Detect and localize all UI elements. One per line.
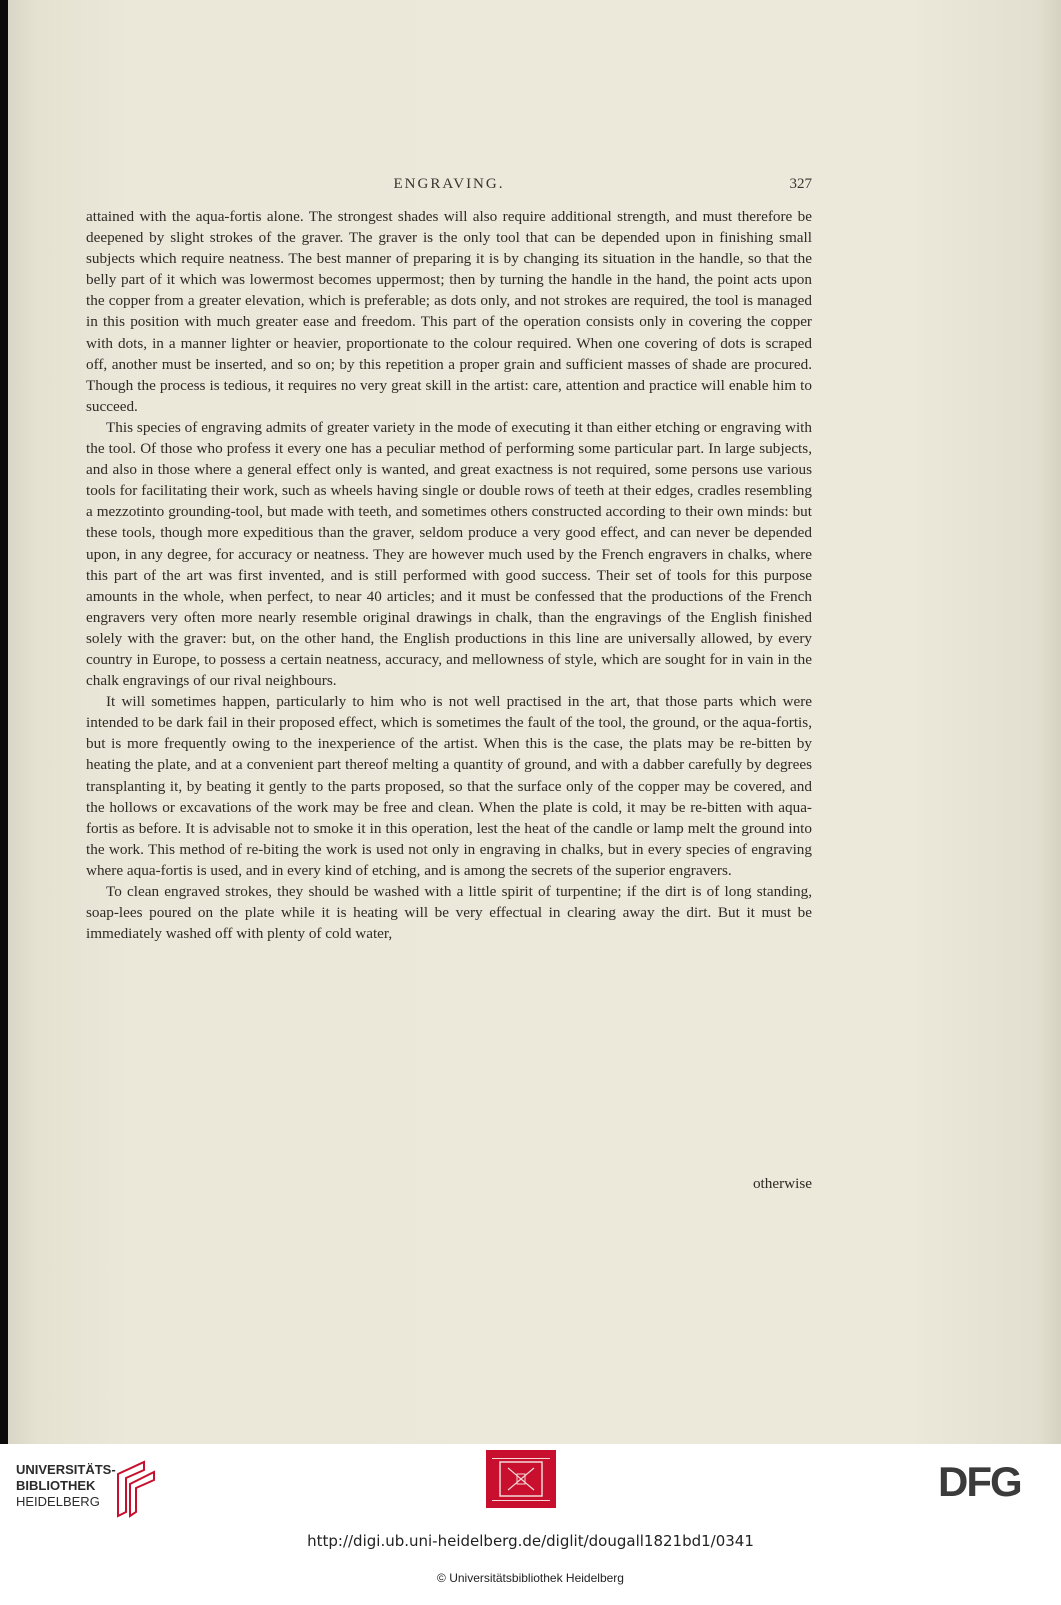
footer bbox=[0, 1444, 1061, 1605]
page-header bbox=[86, 176, 812, 198]
library-name-line-2: BIBLIOTHEK bbox=[16, 1478, 96, 1493]
copyright-notice: © Universitätsbibliothek Heidelberg bbox=[437, 1571, 624, 1585]
body-text bbox=[86, 206, 812, 944]
library-name-line-1: UNIVERSITÄTS- bbox=[16, 1462, 116, 1477]
paragraph-4: To clean engraved strokes, they should be washed with a little spirit of turpentine; if the dirt is of long standing, soap-lees poured on the plate while it is heating will be very effectual in clearing away the dirt. But it must be immediately washed off with plenty of cold water, bbox=[86, 883, 812, 943]
paragraph-2: This species of engraving admits of greater variety in the mode of executing it than either etching or engraving with the tool. Of those who profess it every one has a peculiar method of performing some particular part. In large subjects, and also in those where a general effect only is wanted, and great exactness is not required, some persons use various tools for facilitating their work, such as wheels having single or double rows of teeth at their edges, cradles resembling a mezzotinto grounding-tool, but made with teeth, and sometimes others constructed according to their own minds: but these tools, though more expeditious than the graver, seldom produce a very good effect, and can never be depended upon, in any degree, for accuracy or neatness. They are however much used by the French engravers in chalks, where this part of the art was first invented, and is still performed with good success. Their set of tools for this purpose amounts in the whole, when perfect, to near 40 articles; and it must be confessed that the productions of the French engravers very often more nearly resemble original drawings in chalk, than the engravings of the English finished solely with the graver: but, on the other hand, the English productions in this line are universally allowed, by every country in Europe, to possess a certain neatness, accuracy, and mellowness of style, which are sought for in vain in the chalk engravings of our rival neighbours. bbox=[86, 418, 812, 690]
digitization-emblem-icon bbox=[486, 1450, 556, 1508]
running-head: ENGRAVING. bbox=[393, 176, 505, 192]
catchword: otherwise bbox=[752, 1175, 812, 1192]
library-name bbox=[16, 1462, 116, 1510]
page-number: 327 bbox=[789, 176, 812, 192]
paragraph-3: It will sometimes happen, particularly to him who is not well practised in the art, that those parts which were intended to be dark fail in their proposed effect, which is sometimes the fault of the tool, the ground, or the aqua-fortis, but is more frequently owing to the inexperience of the artist. When this is the case, the plats may be re-bitten by heating the plate, and at a convenient part thereof melting a quantity of ground, and with a dabber carefully by degrees transplanting it, by beating it gently to the parts proposed, so that the surface only of the copper may be covered, and the hollows or excavations of the work may be free and clean. When the plate is cold, it may be re-bitten with aqua-fortis as before. It is advisable not to smoke it in this operation, lest the heat of the candle or lamp melt the ground into the work. This method of re-biting the work is used not only in engraving in chalks, but in every species of engraving where aqua-fortis is used, and in every kind of etching, and is among the secrets of the superior engravers. bbox=[86, 693, 812, 879]
paragraph-1: attained with the aqua-fortis alone. The strongest shades will also require additional strength, and must therefore be deepened by slight strokes of the graver. The graver is the only tool that can be depended upon in finishing small subjects which require neatness. The best manner of preparing it is by changing its situation in the handle, so that the belly part of it which was lowermost becomes uppermost; then by turning the handle in the hand, the point acts upon the copper from a greater elevation, which is preferable; as dots only, and not strokes are required, the tool is managed in this position with much greater ease and freedom. This part of the operation consists only in covering the copper with dots, in a manner lighter or heavier, proportionate to the colour required. When one covering of dots is scraped off, another must be inserted, and so on; by this repetition a proper grain and sufficient masses of shade are procured. Though the process is tedious, it requires no very great skill in the artist: care, attention and practice will enable him to succeed. bbox=[86, 208, 812, 415]
library-logo[interactable] bbox=[16, 1460, 156, 1528]
library-mark-icon bbox=[114, 1460, 160, 1520]
library-name-line-3: HEIDELBERG bbox=[16, 1494, 100, 1509]
dfg-logo[interactable]: DFG bbox=[938, 1458, 1021, 1505]
permalink-url[interactable]: http://digi.ub.uni-heidelberg.de/diglit/dougall1821bd1/0341 bbox=[307, 1532, 754, 1550]
